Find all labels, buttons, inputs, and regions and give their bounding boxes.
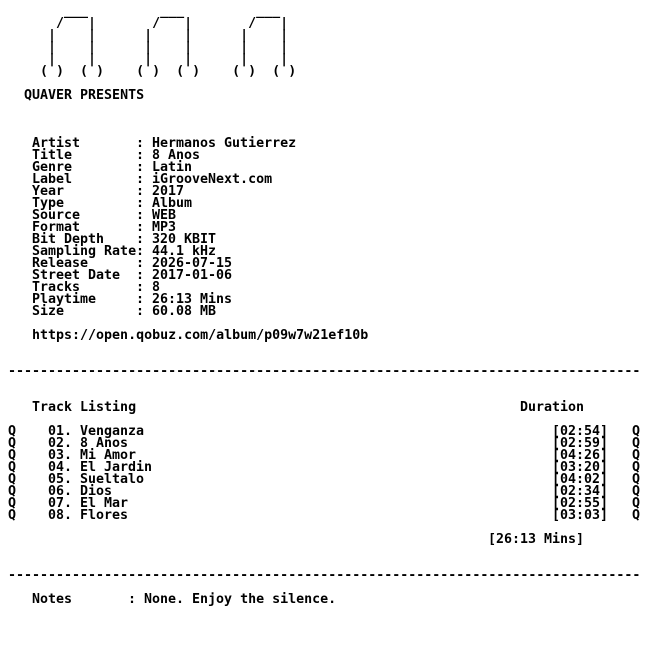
info-field-label: Bit Depth — [32, 232, 105, 247]
info-field-separator: : — [136, 244, 145, 259]
notes-row — [8, 594, 648, 606]
track-duration: [03:20] — [552, 460, 609, 475]
info-field-separator: : — [136, 268, 145, 283]
logo-line: | | | | | | — [8, 28, 305, 43]
info-field-separator: : — [136, 304, 145, 319]
notes-separator: : — [128, 592, 137, 607]
info-field-separator: : — [136, 280, 145, 295]
track-marker: Q — [632, 508, 641, 523]
track-title: El Mar — [80, 496, 129, 511]
info-field-row — [8, 222, 648, 234]
track-marker: Q — [632, 448, 641, 463]
info-field-row — [8, 282, 648, 294]
album-url[interactable]: https://open.qobuz.com/album/p09w7w21ef10b — [32, 328, 369, 343]
info-field-row — [8, 186, 648, 198]
logo-line: ( ) ( ) ( ) ( ) ( ) ( ) — [8, 64, 305, 79]
info-field-value: 8 Anos — [152, 148, 201, 163]
track-marker: Q — [632, 472, 641, 487]
info-field-value: 320 KBIT — [152, 232, 217, 247]
logo-line: ___ ___ ___ — [8, 4, 305, 19]
track-marker: Q — [632, 424, 641, 439]
track-marker: Q — [632, 484, 641, 499]
info-field-label: Source — [32, 208, 81, 223]
track-number: 04. — [48, 460, 73, 475]
info-field-label: Format — [32, 220, 81, 235]
total-playtime: [26:13 Mins] — [488, 532, 585, 547]
info-field-separator: : — [136, 196, 145, 211]
track-duration: [02:55] — [552, 496, 609, 511]
tracklist-header — [8, 402, 648, 414]
track-title: Sueltalo — [80, 472, 145, 487]
track-list — [8, 426, 648, 522]
info-field-label: Label — [32, 172, 73, 187]
info-field-separator: : — [136, 292, 145, 307]
info-field-row — [8, 306, 648, 318]
track-title: 8 Anos — [80, 436, 129, 451]
info-field-label: Sampling Rate — [32, 244, 137, 259]
track-duration: [02:54] — [552, 424, 609, 439]
track-marker: Q — [8, 496, 17, 511]
ascii-logo — [8, 6, 648, 78]
track-row — [8, 510, 648, 522]
info-field-separator: : — [136, 136, 145, 151]
info-field-separator: : — [136, 220, 145, 235]
info-field-label: Playtime — [32, 292, 97, 307]
track-number: 05. — [48, 472, 73, 487]
presents-heading: QUAVER PRESENTS — [24, 88, 145, 103]
track-number: 02. — [48, 436, 73, 451]
track-marker: Q — [8, 448, 17, 463]
info-field-separator: : — [136, 172, 145, 187]
info-field-label: Release — [32, 256, 89, 271]
track-number: 03. — [48, 448, 73, 463]
info-field-value: 8 — [152, 280, 161, 295]
logo-line: | | | | | | — [8, 52, 305, 67]
info-field-separator: : — [136, 184, 145, 199]
track-marker: Q — [8, 508, 17, 523]
duration-heading: Duration — [520, 400, 585, 415]
info-field-label: Genre — [32, 160, 73, 175]
track-marker: Q — [8, 472, 17, 487]
info-field-value: Album — [152, 196, 193, 211]
info-field-row — [8, 150, 648, 162]
track-marker: Q — [632, 460, 641, 475]
info-field-label: Size — [32, 304, 65, 319]
track-duration: [03:03] — [552, 508, 609, 523]
info-field-label: Tracks — [32, 280, 81, 295]
info-field-row — [8, 138, 648, 150]
track-title: Mi Amor — [80, 448, 137, 463]
info-field-label: Type — [32, 196, 65, 211]
track-marker: Q — [632, 436, 641, 451]
track-number: 01. — [48, 424, 73, 439]
divider: ------------------------------------------------------------------------------- — [8, 570, 640, 582]
info-field-label: Street Date — [32, 268, 121, 283]
track-duration: [02:34] — [552, 484, 609, 499]
logo-line: / | / | / | — [8, 16, 305, 31]
track-marker: Q — [8, 436, 17, 451]
track-duration: [02:59] — [552, 436, 609, 451]
info-field-value: 60.08 MB — [152, 304, 217, 319]
info-field-separator: : — [136, 160, 145, 175]
nfo-document — [8, 6, 648, 606]
track-marker: Q — [8, 460, 17, 475]
track-title: Flores — [80, 508, 129, 523]
track-title: El Jardin — [80, 460, 153, 475]
track-title: Dios — [80, 484, 113, 499]
info-field-row — [8, 294, 648, 306]
track-number: 07. — [48, 496, 73, 511]
info-field-value: 2017 — [152, 184, 185, 199]
tracklist-heading: Track Listing — [32, 400, 137, 415]
info-field-value: MP3 — [152, 220, 177, 235]
info-field-row — [8, 210, 648, 222]
info-field-row — [8, 246, 648, 258]
track-marker: Q — [8, 484, 17, 499]
info-field-separator: : — [136, 256, 145, 271]
track-marker: Q — [8, 424, 17, 439]
notes-label: Notes — [32, 592, 73, 607]
track-duration: [04:26] — [552, 448, 609, 463]
info-field-label: Year — [32, 184, 65, 199]
logo-line: | | | | | | — [8, 40, 305, 55]
track-number: 06. — [48, 484, 73, 499]
info-field-separator: : — [136, 232, 145, 247]
info-field-value: Hermanos Gutierrez — [152, 136, 297, 151]
info-field-value: 2017-01-06 — [152, 268, 233, 283]
info-field-separator: : — [136, 208, 145, 223]
release-info — [8, 138, 648, 318]
info-field-label: Artist — [32, 136, 81, 151]
info-field-separator: : — [136, 148, 145, 163]
info-field-row — [8, 162, 648, 174]
info-field-value: WEB — [152, 208, 177, 223]
track-duration: [04:02] — [552, 472, 609, 487]
notes-text: None. Enjoy the silence. — [144, 592, 337, 607]
divider: ------------------------------------------------------------------------------- — [8, 366, 640, 378]
track-number: 08. — [48, 508, 73, 523]
info-field-row — [8, 270, 648, 282]
info-field-value: 2026-07-15 — [152, 256, 233, 271]
info-field-value: Latin — [152, 160, 193, 175]
track-title: Venganza — [80, 424, 145, 439]
track-marker: Q — [632, 496, 641, 511]
info-field-value: 26:13 Mins — [152, 292, 233, 307]
info-field-value: 44.1 kHz — [152, 244, 217, 259]
info-field-row — [8, 198, 648, 210]
info-field-row — [8, 174, 648, 186]
info-field-label: Title — [32, 148, 73, 163]
info-field-value: iGrooveNext.com — [152, 172, 273, 187]
